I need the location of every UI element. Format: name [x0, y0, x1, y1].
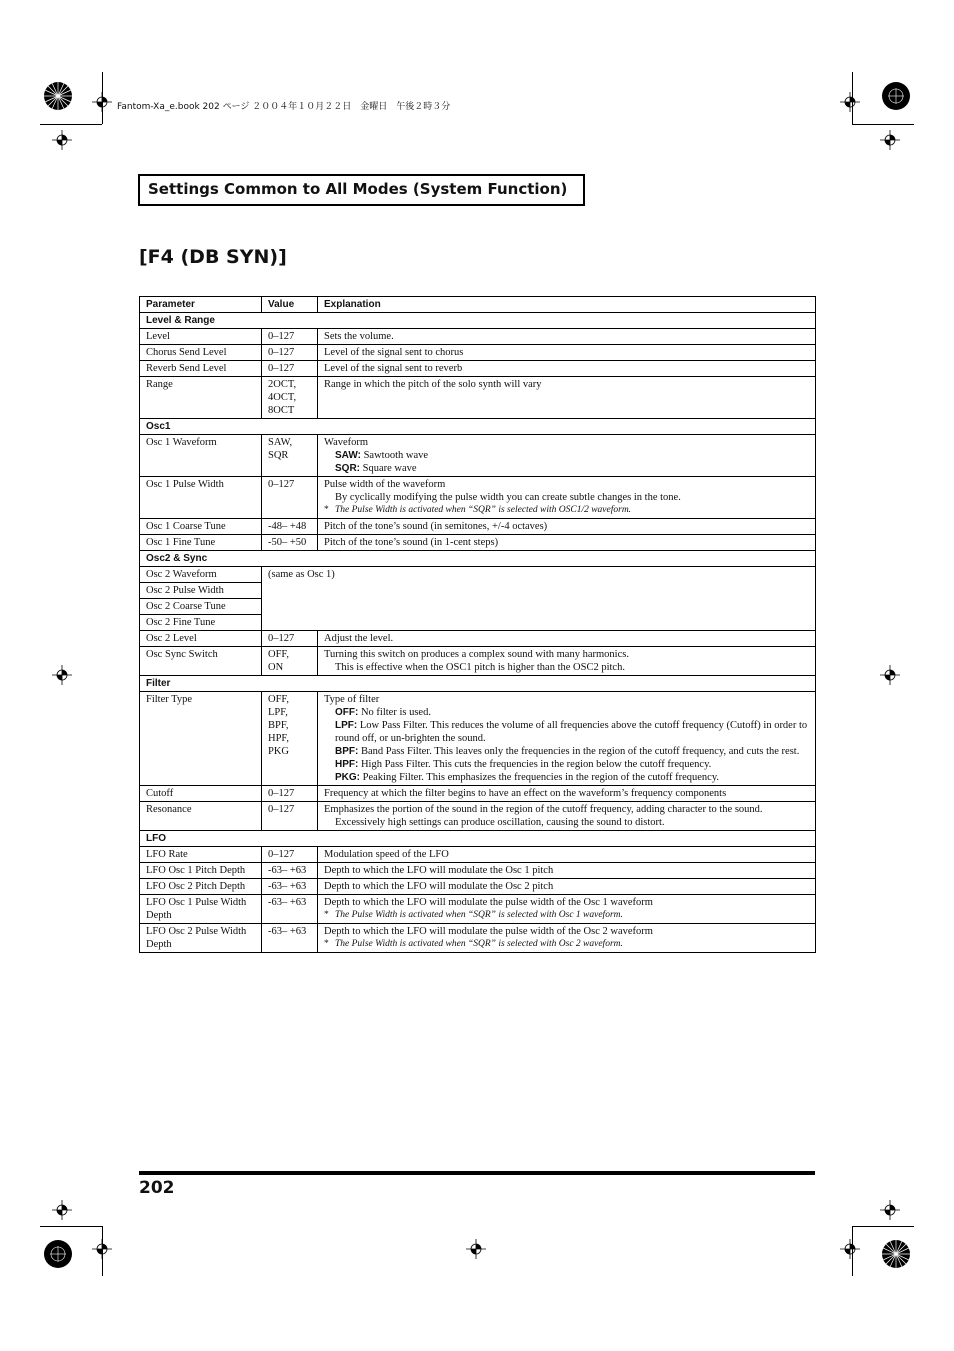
table-row [140, 477, 816, 519]
option-line [324, 706, 809, 719]
explanation-cell: Sets the volume. [318, 329, 816, 345]
value-cell: 0–127 [262, 786, 318, 802]
crop-line [852, 124, 914, 125]
option-line [324, 449, 809, 462]
table-row [140, 647, 816, 676]
option-key: BPF: [335, 746, 359, 757]
table-row [140, 692, 816, 786]
value-cell: 0–127 [262, 345, 318, 361]
value-cell: 0–127 [262, 802, 318, 831]
book-header-line: Fantom-Xa_e.book 202 ページ ２００４年１０月２２日 金曜日 午後２時３分 [117, 102, 451, 112]
explanation-cell [318, 895, 816, 924]
explanation-cell: Range in which the pitch of the solo synth will vary [318, 377, 816, 419]
table-row [140, 847, 816, 863]
crop-line [102, 1226, 103, 1276]
crosshair-mark-bottom-center [466, 1239, 486, 1259]
column-header-explanation: Explanation [318, 297, 816, 313]
option-key: SQR: [335, 463, 360, 474]
option-text: Band Pass Filter. This leaves only the frequencies in the region of the cutoff frequency, and cuts the rest. [360, 746, 800, 757]
explanation-detail: By cyclically modifying the pulse width you can create subtle changes in the tone. [335, 492, 681, 503]
explanation-cell: Frequency at which the filter begins to have an effect on the waveform’s frequency components [318, 786, 816, 802]
option-key: SAW: [335, 450, 361, 461]
table-row [140, 786, 816, 802]
value-line: HPF, [268, 733, 290, 744]
param-cell: Osc 1 Fine Tune [140, 535, 262, 551]
option-text: Sawtooth wave [363, 450, 429, 461]
param-cell: Osc 2 Pulse Width [140, 583, 262, 599]
crosshair-mark-bottom-right-a [840, 1239, 860, 1259]
table-row [140, 519, 816, 535]
registration-mark-top-right [878, 78, 918, 118]
option-line [324, 462, 809, 475]
explanation-cell: Depth to which the LFO will modulate the Osc 2 pitch [318, 879, 816, 895]
option-line [324, 771, 809, 784]
group-label-osc1: Osc1 [140, 419, 816, 435]
note-text: The Pulse Width is activated when “SQR” is selected with Osc 1 waveform. [335, 910, 623, 920]
value-line: OFF, [268, 694, 290, 705]
crosshair-mark-bottom-left-a [52, 1200, 72, 1220]
parameter-table [139, 296, 816, 953]
value-cell: -63– +63 [262, 895, 318, 924]
param-cell: LFO Rate [140, 847, 262, 863]
crosshair-mark-mid-right [880, 665, 900, 685]
value-cell [262, 435, 318, 477]
option-text: High Pass Filter. This cuts the frequencies in the region below the cutoff frequency. [360, 759, 712, 770]
crosshair-mark-bottom-right-b [880, 1200, 900, 1220]
param-cell: Range [140, 377, 262, 419]
explanation-cell: Modulation speed of the LFO [318, 847, 816, 863]
value-cell: -63– +63 [262, 863, 318, 879]
param-cell: Osc 2 Waveform [140, 567, 262, 583]
crop-line [852, 1226, 853, 1276]
section-title: Settings Common to All Modes (System Function) [148, 180, 568, 198]
param-cell: LFO Osc 1 Pulse Width Depth [140, 895, 262, 924]
value-line: PKG [268, 746, 290, 757]
registration-mark-top-left [40, 78, 80, 118]
page-number: 202 [139, 1178, 175, 1198]
crop-line [40, 124, 102, 125]
note-text: The Pulse Width is activated when “SQR” is selected with Osc 2 waveform. [335, 939, 623, 949]
table-header-row [140, 297, 816, 313]
explanation-cell [318, 692, 816, 786]
table-row [140, 435, 816, 477]
param-cell: Reverb Send Level [140, 361, 262, 377]
footer-rule [139, 1171, 815, 1175]
crosshair-mark-mid-left [52, 665, 72, 685]
group-label-level-range: Level & Range [140, 313, 816, 329]
param-cell: LFO Osc 2 Pitch Depth [140, 879, 262, 895]
value-cell: -63– +63 [262, 879, 318, 895]
option-key: PKG: [335, 772, 360, 783]
table-row [140, 631, 816, 647]
param-cell: Resonance [140, 802, 262, 831]
group-label-osc2-sync: Osc2 & Sync [140, 551, 816, 567]
crop-line [40, 1226, 102, 1227]
value-line: 2OCT, [268, 379, 297, 390]
crop-line [852, 72, 853, 124]
section-title-box [138, 174, 585, 206]
param-cell: Osc 1 Waveform [140, 435, 262, 477]
explanation-text: Depth to which the LFO will modulate the pulse width of the Osc 1 waveform [324, 897, 653, 908]
group-row [140, 313, 816, 329]
param-cell: LFO Osc 2 Pulse Width Depth [140, 924, 262, 953]
value-cell: 0–127 [262, 329, 318, 345]
explanation-cell: Adjust the level. [318, 631, 816, 647]
explanation-detail: Excessively high settings can produce oscillation, causing the sound to distort. [335, 817, 665, 828]
option-line [324, 745, 809, 758]
table-row [140, 345, 816, 361]
value-line: SQR [268, 450, 289, 461]
table-row [140, 924, 816, 953]
option-key: HPF: [335, 759, 359, 770]
value-line: ON [268, 662, 284, 673]
group-row [140, 419, 816, 435]
option-key: LPF: [335, 720, 358, 731]
group-label-lfo: LFO [140, 831, 816, 847]
crosshair-mark-top-left-b [52, 130, 72, 150]
table-row [140, 802, 816, 831]
explanation-cell: Level of the signal sent to reverb [318, 361, 816, 377]
table-row [140, 329, 816, 345]
explanation-detail: This is effective when the OSC1 pitch is higher than the OSC2 pitch. [335, 662, 625, 673]
param-cell: Chorus Send Level [140, 345, 262, 361]
group-row [140, 831, 816, 847]
value-cell [262, 377, 318, 419]
explanation-note [324, 909, 809, 922]
explanation-cell [318, 924, 816, 953]
table-row [140, 567, 816, 583]
value-line: LPF, [268, 707, 288, 718]
option-key: OFF: [335, 707, 359, 718]
same-as-cell: (same as Osc 1) [262, 567, 816, 631]
group-row [140, 676, 816, 692]
param-cell: Osc 1 Coarse Tune [140, 519, 262, 535]
crosshair-mark-top-right-b [880, 130, 900, 150]
column-header-parameter: Parameter [140, 297, 262, 313]
param-cell: Osc 1 Pulse Width [140, 477, 262, 519]
explanation-note [324, 938, 809, 951]
crop-line [852, 1226, 914, 1227]
table-row [140, 361, 816, 377]
note-text: The Pulse Width is activated when “SQR” is selected with OSC1/2 waveform. [335, 505, 632, 515]
table-row [140, 863, 816, 879]
option-text: No filter is used. [360, 707, 431, 718]
param-cell: Osc 2 Level [140, 631, 262, 647]
table-row [140, 895, 816, 924]
explanation-cell [318, 435, 816, 477]
param-cell: Osc 2 Coarse Tune [140, 599, 262, 615]
param-cell: Osc 2 Fine Tune [140, 615, 262, 631]
param-cell: LFO Osc 1 Pitch Depth [140, 863, 262, 879]
crosshair-mark-top-right-a [840, 92, 860, 112]
option-text: Square wave [362, 463, 417, 474]
value-cell: -63– +63 [262, 924, 318, 953]
registration-mark-bottom-left [40, 1236, 80, 1276]
value-line: 4OCT, [268, 392, 297, 403]
group-row [140, 551, 816, 567]
note-mark: * [324, 939, 329, 949]
page-heading: [F4 (DB SYN)] [139, 246, 287, 268]
value-line: 8OCT [268, 405, 295, 416]
explanation-text: Type of filter [324, 694, 380, 705]
explanation-note [324, 504, 809, 517]
value-cell: 0–127 [262, 361, 318, 377]
param-cell: Level [140, 329, 262, 345]
note-mark: * [324, 505, 329, 515]
crop-line [102, 72, 103, 124]
value-cell [262, 692, 318, 786]
value-cell: -50– +50 [262, 535, 318, 551]
value-cell: 0–127 [262, 847, 318, 863]
explanation-cell: Depth to which the LFO will modulate the Osc 1 pitch [318, 863, 816, 879]
param-cell: Cutoff [140, 786, 262, 802]
registration-mark-bottom-right [878, 1236, 918, 1276]
explanation-cell [318, 802, 816, 831]
option-text: Peaking Filter. This emphasizes the frequencies in the region of the cutoff frequency. [362, 772, 720, 783]
param-cell: Filter Type [140, 692, 262, 786]
explanation-cell: Pitch of the tone’s sound (in 1-cent steps) [318, 535, 816, 551]
option-line [324, 758, 809, 771]
value-cell [262, 647, 318, 676]
explanation-cell [318, 477, 816, 519]
column-header-value: Value [262, 297, 318, 313]
explanation-text: Turning this switch on produces a complex sound with many harmonics. [324, 649, 629, 660]
explanation-text: Depth to which the LFO will modulate the pulse width of the Osc 2 waveform [324, 926, 653, 937]
option-text: Low Pass Filter. This reduces the volume of all frequencies above the cutoff frequency (Cutoff) in order to round off, or un-brighten the sound. [335, 720, 808, 744]
note-mark: * [324, 910, 329, 920]
value-cell: 0–127 [262, 631, 318, 647]
table-row [140, 377, 816, 419]
explanation-text: Waveform [324, 437, 369, 448]
option-line [324, 719, 809, 745]
value-line: SAW, [268, 437, 293, 448]
value-line: BPF, [268, 720, 289, 731]
explanation-cell [318, 647, 816, 676]
group-label-filter: Filter [140, 676, 816, 692]
value-cell: -48– +48 [262, 519, 318, 535]
explanation-cell: Pitch of the tone’s sound (in semitones, +/-4 octaves) [318, 519, 816, 535]
table-row [140, 879, 816, 895]
explanation-cell: Level of the signal sent to chorus [318, 345, 816, 361]
value-line: OFF, [268, 649, 290, 660]
table-row [140, 535, 816, 551]
param-cell: Osc Sync Switch [140, 647, 262, 676]
value-cell: 0–127 [262, 477, 318, 519]
explanation-text: Emphasizes the portion of the sound in the region of the cutoff frequency, adding character to the sound. [324, 804, 763, 815]
explanation-text: Pulse width of the waveform [324, 479, 446, 490]
